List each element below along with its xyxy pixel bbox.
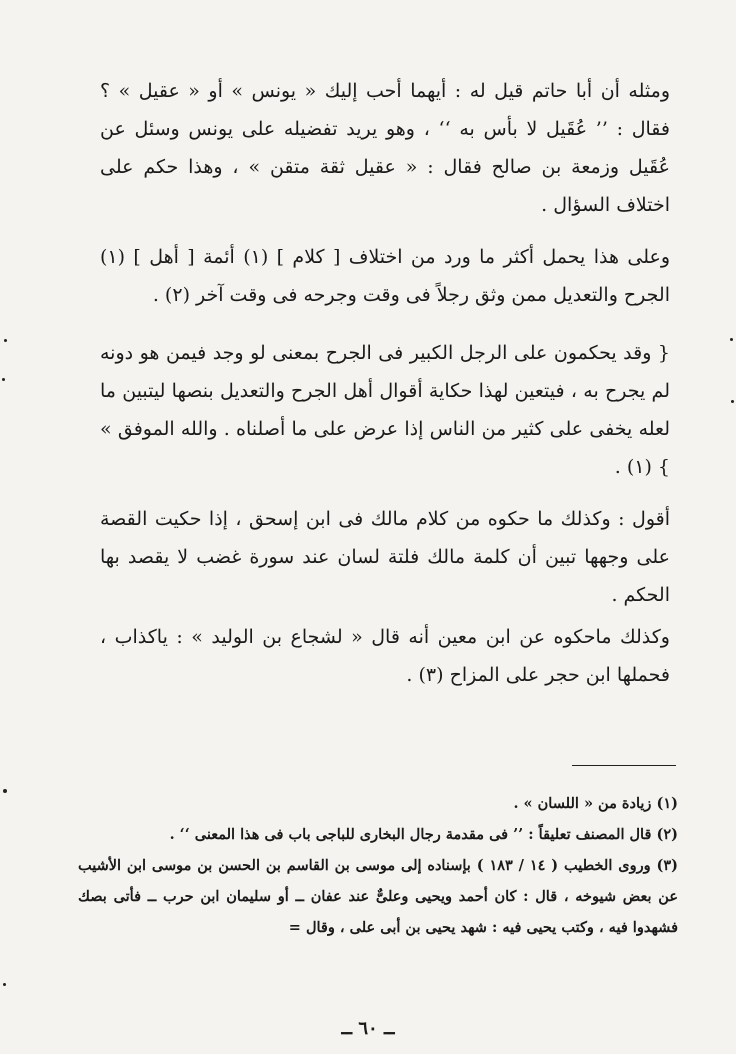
page-number: ــ ٦٠ ــ: [341, 1018, 395, 1039]
paragraph-3: { وقد يحكمون على الرجل الكبير فى الجرح بمعنى لو وجد فيمن هو دونه لم يجرح به ، فيتعين لهذا حكاية أقوال أهل الجرح والتعديل بنصها ليتبين ما لعله يخفى على كثير من الناس إذا عرض على ما أصلناه . والله الموفق » } (١) .: [100, 342, 670, 478]
scan-speck: [731, 400, 734, 403]
scan-speck: [4, 339, 7, 342]
paragraph-1: ومثله أن أبا حاتم قيل له : أيهما أحب إليك « يونس » أو « عقيل » ؟ فقال : ’’ عُقَيل لا بأس به ‘‘ ، وهو يريد تفضيله على يونس وسئل عن عُقَيل وزمعة بن صالح فقال : « عقيل ثقة متقن » ، وهذا حكم على اختلاف السؤال .: [100, 80, 670, 216]
footnote-separator: [572, 765, 676, 766]
footnote-2: (٢) قال المصنف تعليقاً : ’’ فى مقدمة رجال البخارى للباجى باب فى هذا المعنى ‘‘ .: [169, 826, 678, 843]
scan-speck: [2, 378, 5, 381]
footnotes: [78, 788, 678, 943]
footnote-3: (٣) وروى الخطيب ( ١٤ / ١٨٣ ) بإسناده إلى موسى بن القاسم بن الحسن بن موسى ابن الأشيب عن بعض شيوخه ، قال : كان أحمد ويحيى وعلىٌّ عند عفان ــ أو سليمان ابن حرب ــ فأتى بصك فشهدوا فيه ، وكتب يحيى فيه : شهد يحيى بن أبى على ، وقال =: [78, 857, 678, 936]
main-text: [100, 72, 670, 694]
paragraph-4: أقول : وكذلك ما حكوه من كلام مالك فى ابن إسحق ، إذا حكيت القصة على وجهها تبين أن كلمة مالك فلتة لسان عند سورة غضب لا يقصد بها الحكم .: [100, 508, 670, 606]
scan-speck: [3, 983, 6, 986]
footnote-1: (١) زيادة من « اللسان » .: [513, 795, 678, 812]
paragraph-5: وكذلك ماحكوه عن ابن معين أنه قال « لشجاع بن الوليد » : ياكذاب ، فحملها ابن حجر على المزاح (٣) .: [100, 626, 670, 686]
paragraph-2: وعلى هذا يحمل أكثر ما ورد من اختلاف [ كلام ] (١) أئمة [ أهل ] (١) الجرح والتعديل ممن وثق رجلاً فى وقت وجرحه فى وقت آخر (٢) .: [100, 246, 670, 306]
scan-speck: [730, 338, 733, 341]
scan-speck: [3, 789, 7, 793]
